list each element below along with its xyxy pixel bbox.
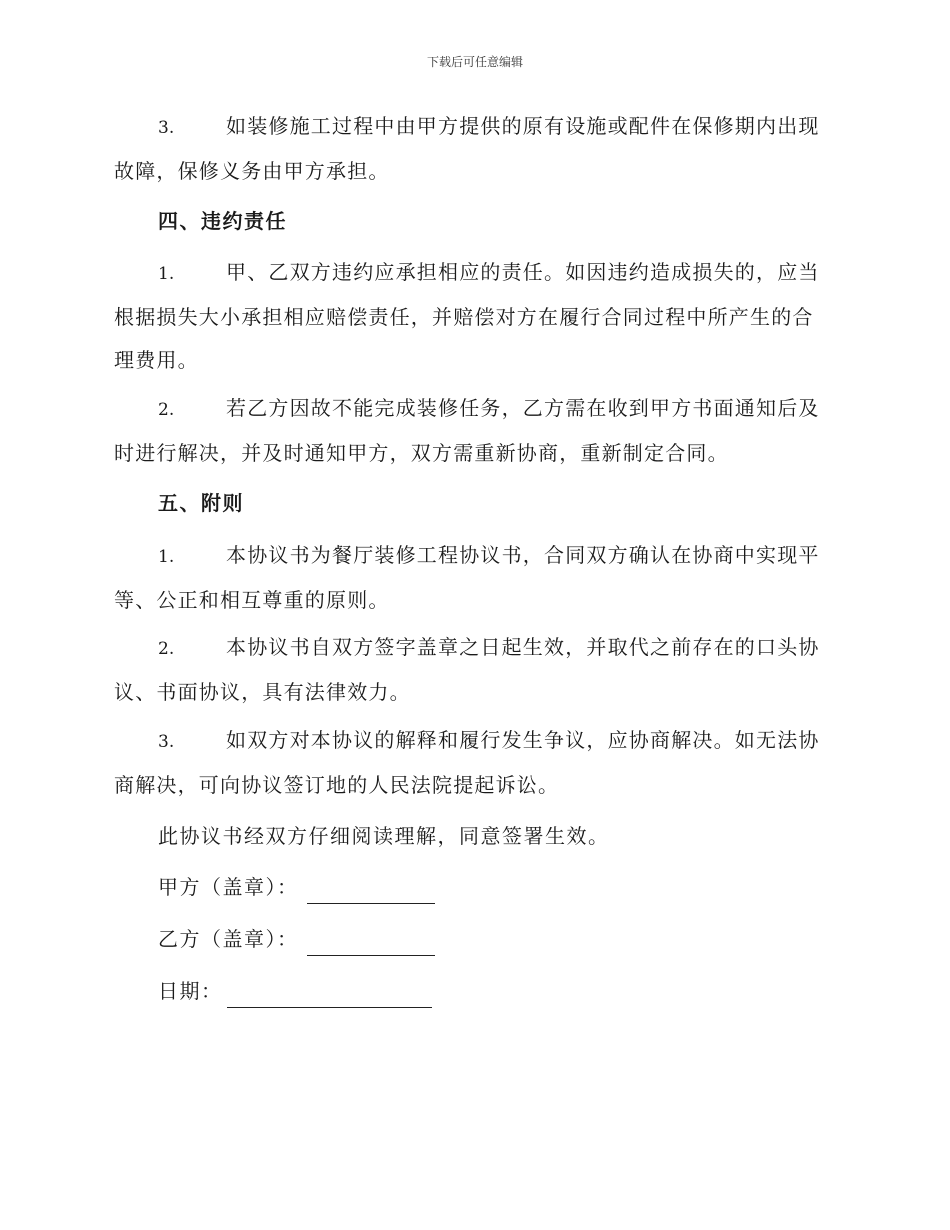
clause-5-2-first-line — [114, 626, 836, 671]
party-a-label: 甲方（盖章）： — [158, 875, 299, 899]
closing-statement: 此协议书经双方仔细阅读理解，同意签署生效。 — [158, 824, 610, 848]
clause-4-2-first-line — [114, 387, 836, 432]
clause-text: 本协议书为餐厅装修工程协议书，合同双方确认在协商中实现平 — [226, 543, 820, 567]
header-note: 下载后可任意编辑 — [426, 55, 523, 69]
party-a-signature-row — [158, 866, 435, 909]
section-5-heading: 五、附则 — [158, 491, 244, 515]
clause-text: 如装修施工过程中由甲方提供的原有设施或配件在保修期内出现 — [226, 114, 820, 138]
date-field[interactable] — [227, 977, 432, 1008]
clause-5-3-continuation: 商解决，可向协议签订地的人民法院提起诉讼。 — [114, 773, 560, 797]
party-a-signature-field[interactable] — [307, 873, 435, 904]
clause-text: 本协议书自双方签字盖章之日起生效，并取代之前存在的口头协 — [226, 635, 820, 659]
clause-text: 如双方对本协议的解释和履行发生争议，应协商解决。如无法协 — [226, 728, 820, 752]
clause-number: 3. — [158, 732, 175, 752]
clause-5-1-first-line — [114, 534, 836, 579]
clause-number: 2. — [158, 400, 175, 420]
clause-3-3-first-line — [114, 105, 836, 150]
clause-text: 若乙方因故不能完成装修任务，乙方需在收到甲方书面通知后及 — [226, 396, 820, 420]
party-b-signature-row — [158, 918, 435, 961]
clause-3-3 — [114, 105, 836, 193]
clause-5-3-first-line — [114, 719, 836, 764]
clause-5-1-continuation: 等、公正和相互尊重的原则。 — [114, 588, 390, 612]
clause-5-1 — [114, 534, 836, 622]
clause-number: 1. — [158, 547, 175, 567]
party-b-label: 乙方（盖章）： — [158, 927, 299, 951]
clause-5-2 — [114, 626, 836, 714]
clause-4-1 — [114, 251, 836, 382]
clause-number: 3. — [158, 118, 175, 138]
clause-4-1-line-2: 根据损失大小承担相应赔偿责任，并赔偿对方在履行合同过程中所产生的合 — [114, 305, 814, 329]
date-label: 日期： — [158, 979, 223, 1003]
clause-5-3 — [114, 719, 836, 807]
clause-4-1-first-line — [114, 251, 836, 296]
clause-4-2-continuation: 时进行解决，并及时通知甲方，双方需重新协商，重新制定合同。 — [114, 441, 729, 465]
clause-3-3-continuation: 故障，保修义务由甲方承担。 — [114, 159, 390, 183]
clause-number: 2. — [158, 639, 175, 659]
clause-number: 1. — [158, 264, 175, 284]
clause-4-1-continuation: 理费用。 — [114, 348, 199, 372]
clause-5-2-continuation: 议、书面协议，具有法律效力。 — [114, 680, 411, 704]
party-b-signature-field[interactable] — [307, 925, 435, 956]
section-4-heading: 四、违约责任 — [158, 209, 287, 233]
date-row — [158, 970, 432, 1013]
clause-text: 甲、乙双方违约应承担相应的责任。如因违约造成损失的，应当 — [226, 260, 820, 284]
clause-4-2 — [114, 387, 836, 475]
